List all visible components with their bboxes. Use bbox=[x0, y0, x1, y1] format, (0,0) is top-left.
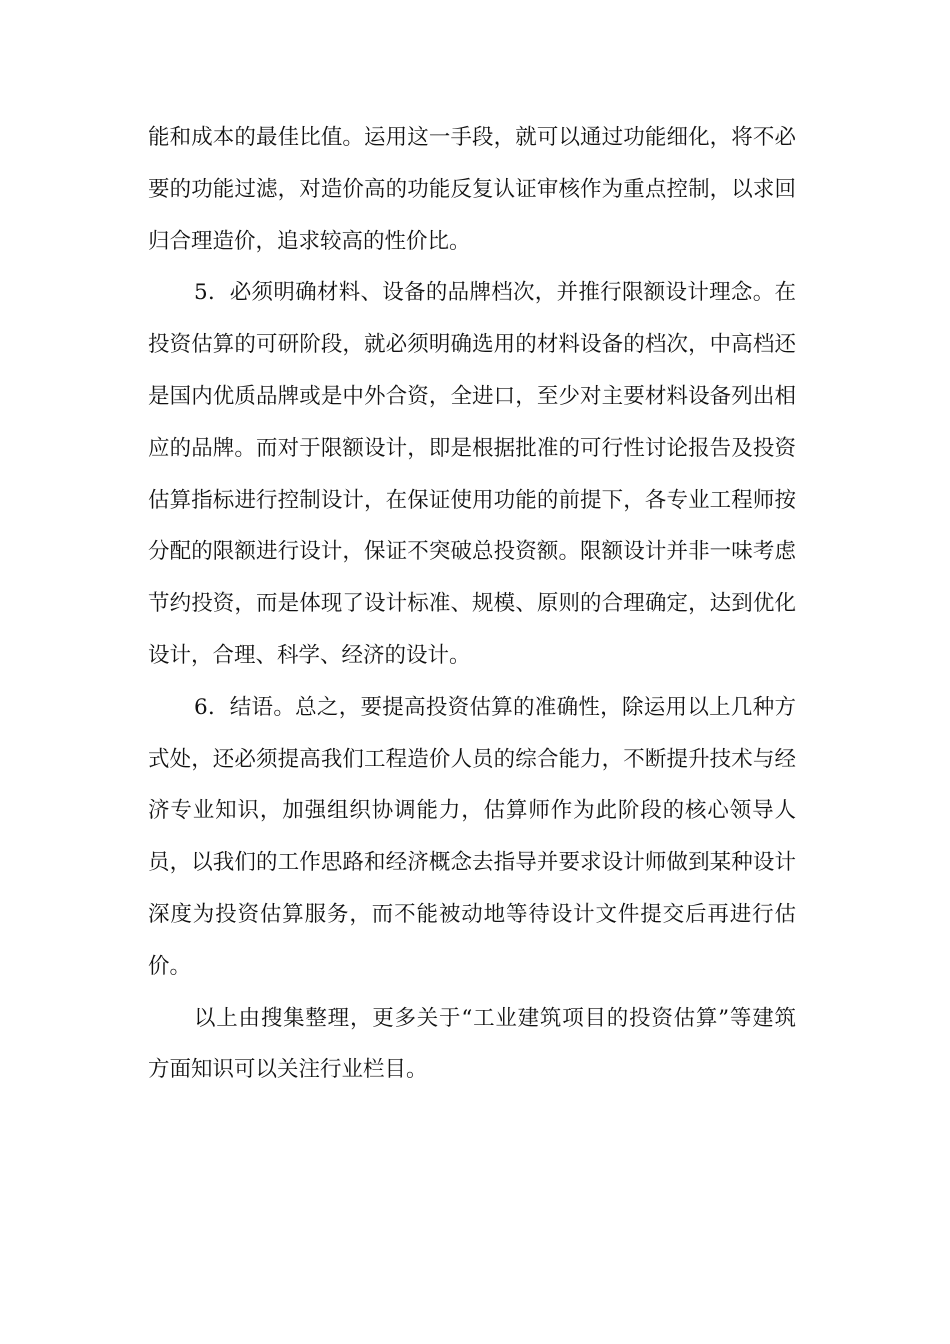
paragraph-closing-note: 以上由搜集整理，更多关于“工业建筑项目的投资估算”等建筑方面知识可以关注行业栏目。 bbox=[148, 1005, 796, 1083]
paragraph-conclusion: 6．结语。总之，要提高投资估算的准确性，除运用以上几种方式处，还必须提高我们工程造价人员的综合能力，不断提升技术与经济专业知识，加强组织协调能力，估算师作为此阶段的核心领导人员，以我们的工作思路和经济概念去指导并要求设计师做到某种设计深度为投资估算服务，而不能被动地等待设计文件提交后再进行估价。 bbox=[148, 694, 796, 979]
paragraph-brand-and-quota-design: 5．必须明确材料、设备的品牌档次，并推行限额设计理念。在投资估算的可研阶段，就必须明确选用的材料设备的档次，中高档还是国内优质品牌或是中外合资，全进口，至少对主要材料设备列出相应的品牌。而对于限额设计，即是根据批准的可行性讨论报告及投资估算指标进行控制设计，在保证使用功能的前提下，各专业工程师按分配的限额进行设计，保证不突破总投资额。限额设计并非一味考虑节约投资，而是体现了设计标准、规模、原则的合理确定，达到优化设计，合理、科学、经济的设计。 bbox=[148, 280, 796, 668]
paragraph-value-function-continuation: 能和成本的最佳比值。运用这一手段，就可以通过功能细化，将不必要的功能过滤，对造价高的功能反复认证审核作为重点控制，以求回归合理造价，追求较高的性价比。 bbox=[148, 125, 796, 254]
document-body bbox=[148, 112, 796, 1096]
